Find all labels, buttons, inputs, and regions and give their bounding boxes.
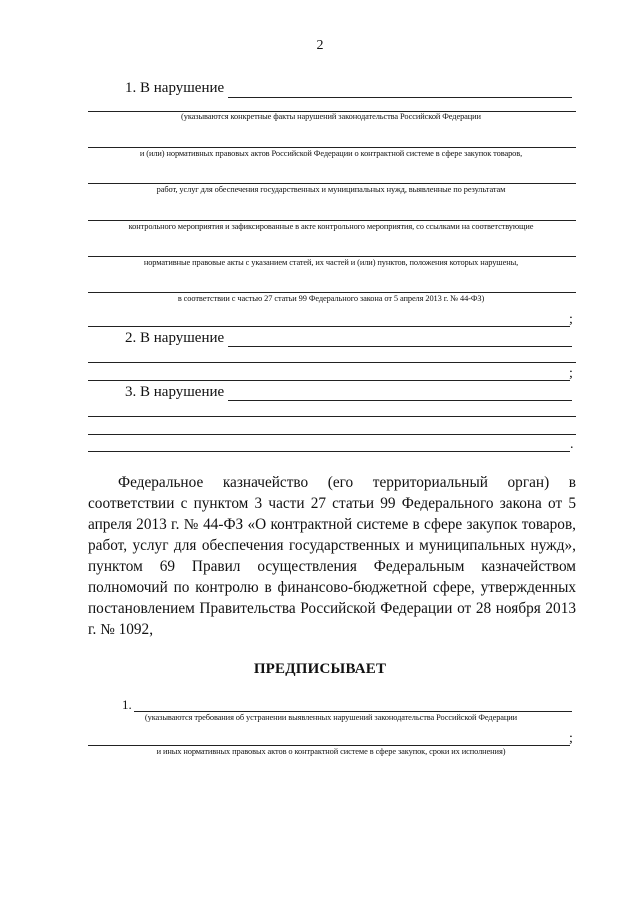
violation-note-line-4: контрольного мероприятия и зафиксированные в акте контрольного мероприятия, со ссылками на соответствующие [128, 222, 534, 231]
violation-3-fill-line [228, 400, 572, 401]
violation-note-line-5: нормативные правовые акты с указанием статей, их частей и (или) пунктов, положения которых нарушены, [143, 258, 519, 267]
blank-line [88, 416, 576, 417]
blank-line [88, 362, 576, 363]
blank-line [88, 147, 576, 148]
blank-line [88, 326, 570, 327]
blank-line [88, 434, 576, 435]
requirement-1-label: 1. [122, 697, 132, 712]
violation-note-line-2: и (или) нормативных правовых актов Российской Федерации о контрактной системе в сфере закупок товаров, [139, 149, 523, 158]
main-paragraph [88, 472, 576, 640]
end-semicolon: ; [569, 312, 573, 327]
violation-1-label: 1. В нарушение [125, 80, 225, 96]
violation-3-label: 3. В нарушение [125, 384, 225, 400]
requirement-note-line-1: (указываются требования об устранении выявленных нарушений законодательства Российской Федерации [144, 713, 518, 722]
blank-line [88, 745, 570, 746]
prescribes-heading: ПРЕДПИСЫВАЕТ [253, 661, 387, 677]
end-semicolon: ; [569, 731, 573, 746]
blank-line [88, 292, 576, 293]
violation-note-line-1: (указываются конкретные факты нарушений законодательства Российской Федерации [181, 112, 481, 121]
blank-line [88, 220, 576, 221]
blank-line [88, 183, 576, 184]
violation-2-fill-line [228, 346, 572, 347]
violation-note-line-6: в соответствии с частью 27 статьи 99 Федерального закона от 5 апреля 2013 г. № 44-ФЗ) [177, 294, 485, 303]
violation-2-label: 2. В нарушение [125, 330, 225, 346]
violation-note-line-3: работ, услуг для обеспечения государственных и муниципальных нужд, выявленные по результатам [156, 185, 506, 194]
requirement-note-line-2: и иных нормативных правовых актов о контрактной системе в сфере закупок, сроки их исполнения) [156, 747, 506, 756]
end-semicolon: ; [569, 366, 573, 381]
blank-line [88, 380, 570, 381]
end-period: . [570, 437, 574, 452]
main-paragraph-text: Федеральное казначейство (его территориальный орган) в соответствии с пунктом 3 части 27 статьи 99 Федерального закона от 5 апреля 2013 г. № 44-ФЗ «О контрактной системе в сфере закупок товаров, работ, услуг для обеспечения государственных и муниципальных нужд», пунктом 69 Правил осуществления Федеральным казначейством полномочий по контролю в финансово-бюджетной сфере, утвержденных постановлением Правительства Российской Федерации от 28 ноября 2013 г. № 1092, [88, 474, 576, 638]
requirement-1-fill-line [134, 711, 572, 712]
page-number: 2 [316, 38, 324, 53]
blank-line [88, 256, 576, 257]
blank-line [88, 451, 570, 452]
violation-1-fill-line [228, 97, 572, 98]
